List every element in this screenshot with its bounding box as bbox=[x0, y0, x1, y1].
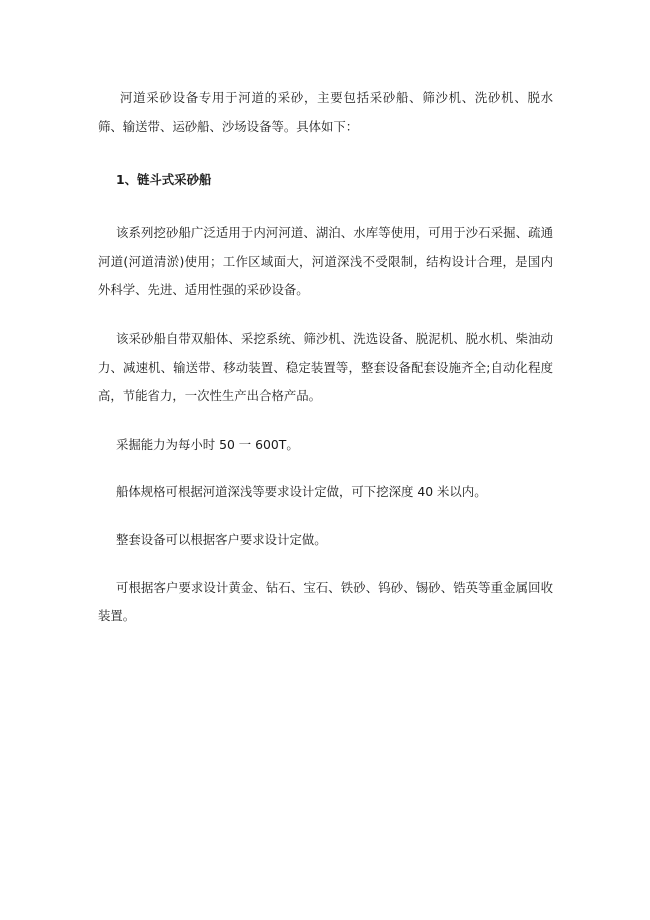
components-paragraph: 该采砂船自带双船体、采挖系统、筛沙机、洗选设备、脱泥机、脱水机、柴油动力、减速机、输送带、移动装置、稳定装置等，整套设备配套设施齐全;自动化程度高，节能省力，一次性生产出合格产品。 bbox=[98, 330, 553, 404]
intro-paragraph: 河道采砂设备专用于河道的采砂，主要包括采砂船、筛沙机、洗砂机、脱水筛、输送带、运砂船、沙场设备等。具体如下： bbox=[98, 90, 553, 134]
document-body bbox=[98, 84, 553, 650]
custom-design-paragraph: 整套设备可以根据客户要求设计定做。 bbox=[116, 531, 327, 547]
section-heading: 1、链斗式采砂船 bbox=[116, 172, 212, 188]
recovery-device-paragraph: 可根据客户要求设计黄金、钻石、宝石、铁砂、钨砂、锡砂、锆英等重金属回收装置。 bbox=[98, 579, 553, 624]
capacity-paragraph: 采掘能力为每小时 50 一 600T。 bbox=[116, 436, 299, 452]
description-paragraph: 该系列挖砂船广泛适用于内河河道、湖泊、水库等使用，可用于沙石采掘、疏通河道(河道清淤)使用；工作区域面大，河道深浅不受限制，结构设计合理，是国内外科学、先进、适用性强的采砂设备。 bbox=[98, 225, 553, 298]
hull-spec-paragraph: 船体规格可根据河道深浅等要求设计定做，可下挖深度 40 米以内。 bbox=[116, 484, 487, 500]
